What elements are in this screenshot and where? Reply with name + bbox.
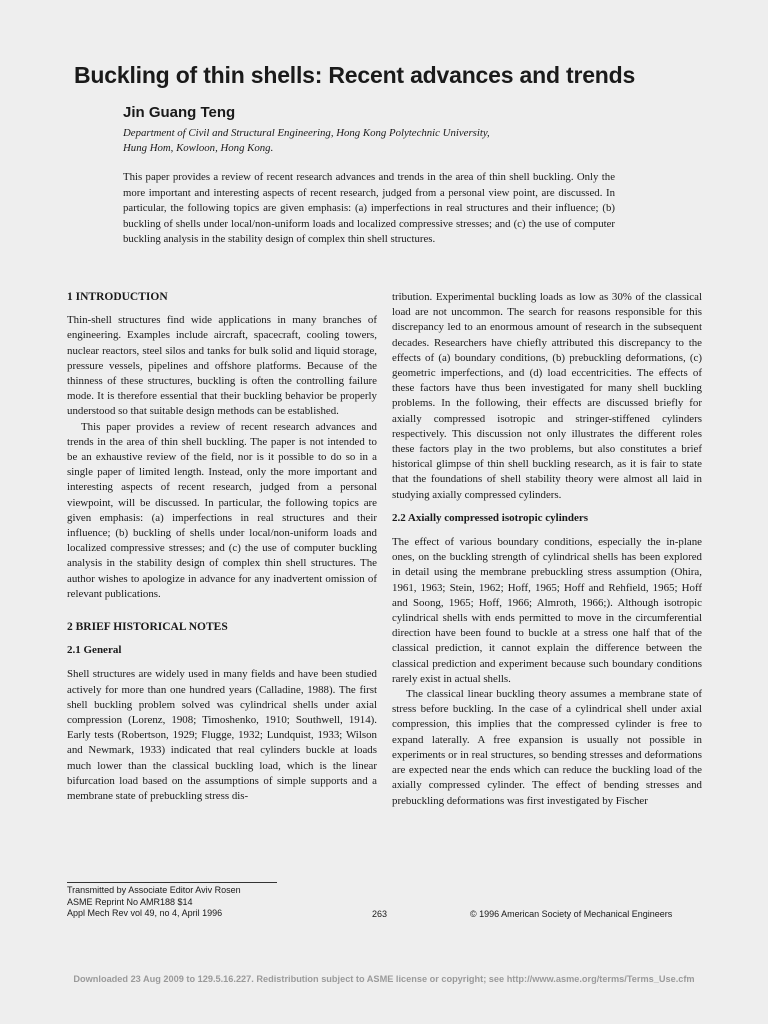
paragraph: The classical linear buckling theory assumes a membrane state of stress before buckling. In the case of a cylindrical shell under axial compression, this implies that the compressed cylinder is free to expand laterally. A free expansion is usually not possible in experiments or in real structures, so bending stresses and deformations are expected near the ends which can reduce the buckling load of the axially compressed cylinder. The effect of bending stresses and prebuckling deformations was first investigated by Fischer bbox=[392, 688, 702, 807]
section-heading-historical-notes: 2 BRIEF HISTORICAL NOTES bbox=[67, 621, 228, 634]
affiliation-line: Department of Civil and Structural Engineering, Hong Kong Polytechnic University, bbox=[123, 127, 490, 139]
left-column bbox=[67, 290, 377, 804]
section-heading-introduction: 1 INTRODUCTION bbox=[67, 291, 168, 303]
footnote-transmitted: Transmitted by Associate Editor Aviv Rosen bbox=[67, 885, 241, 895]
page-number: 263 bbox=[372, 909, 388, 919]
paragraph: This paper provides a review of recent research advances and trends in the area of thin shell buckling. The paper is not intended to be an exhaustive review of the field, nor is it possible to do so in a single paper of limited length. Instead, only the more important and interesting aspects of recent research, judged from a personal viewpoint, will be discussed. In particular, the following topics are given emphasis: (a) imperfections in real structures and their influence; (b) buckling of shells under local/non-uniform loads and localized compressive stresses; and (c) the use of computer buckling analysis in the stability design of complex thin shell structures. The author wishes to apologize in advance for any inadvertent omission of relevant publications. bbox=[67, 420, 377, 600]
footnote-journal: Appl Mech Rev vol 49, no 4, April 1996 bbox=[67, 908, 223, 918]
right-column bbox=[392, 290, 702, 809]
copyright-notice: © 1996 American Society of Mechanical Engineers bbox=[470, 909, 673, 919]
author-name: Jin Guang Teng bbox=[123, 104, 236, 121]
download-notice: Downloaded 23 Aug 2009 to 129.5.16.227. Redistribution subject to ASME license or copyright; see http://www.asme.org/terms/Terms_Use.cfm bbox=[73, 974, 695, 984]
footnote-divider bbox=[67, 882, 277, 883]
subsection-heading-general: 2.1 General bbox=[67, 644, 122, 657]
paragraph: tribution. Experimental buckling loads as low as 30% of the classical load are not uncommon. The search for reasons responsible for this discrepancy led to an enormous amount of research in the subsequent decades. Researchers have chiefly attributed this discrepancy to the effects of (a) boundary conditions, (b) prebuckling deformations, (c) geometric imperfections, and (d) load eccentricities. The effects of these factors have thus been investigated for many shell buckling problems. In the following, their effects are discussed briefly for axially compressed isotropic and stringer-stiffened cylinders respectively. This discussion not only illustrates the different roles these factors play in the two problems, but also constitutes a brief historical glimpse of thin shell buckling research, as it is fair to state that the foundations of shell stability theory were almost all laid in studying axially compressed cylinders. bbox=[392, 291, 702, 501]
affiliation-line: Hung Hom, Kowloon, Hong Kong. bbox=[123, 142, 274, 154]
footnote-block bbox=[67, 885, 241, 920]
paper-title: Buckling of thin shells: Recent advances and trends bbox=[74, 62, 636, 88]
paragraph: Shell structures are widely used in many fields and have been studied actively for more than one hundred years (Calladine, 1988). The first shell buckling problem solved was cylindrical shells under axial compression (Lorenz, 1908; Timoshenko, 1910; Southwell, 1914). Early tests (Robertson, 1929; Flugge, 1932; Lundquist, 1933; Wilson and Newmark, 1933) indicated that real cylinders buckle at loads much lower than the classical buckling load, which is the linear bifurcation load based on the assumptions of simple supports and a membrane state of prebuckling stress dis- bbox=[67, 668, 377, 803]
paragraph: The effect of various boundary conditions, especially the in-plane ones, on the buckling strength of cylindrical shells has been explored in detail using the membrane prebuckling stress assumption (Ohira, 1961, 1963; Stein, 1962; Hoff, 1965; Hoff and Rehfield, 1965; Hoff and Soong, 1965; Hoff, 1966; Almroth, 1966;). Although isotropic cylindrical shells with ends permitted to move in the circumferential direction have been found to buckle at a stress one half that of the classical prediction, it cannot explain the difference between the classical prediction and experiment because such boundary conditions rarely exist in actual shells. bbox=[392, 536, 702, 685]
footnote-reprint: ASME Reprint No AMR188 $14 bbox=[67, 896, 193, 907]
abstract: This paper provides a review of recent research advances and trends in the area of thin shell buckling. Only the more important and interesting aspects of recent research, judged from a personal view point, are discussed. In particular, the following topics are given emphasis: (a) imperfections in real structures and their influence; (b) buckling of shells under local/non-uniform loads and localized compressive stresses; and (c) the use of computer buckling analysis in the stability design of complex thin shell structures. bbox=[123, 171, 615, 246]
paragraph: Thin-shell structures find wide applications in many branches of engineering. Examples include aircraft, spacecraft, cooling towers, nuclear reactors, steel silos and tanks for bulk solid and liquid storage, pressure vessels, pipelines and offshore platforms. Because of the thinness of these structures, buckling is often the controlling failure mode. It is therefore essential that their buckling behavior be properly understood so that suitable design methods can be established. bbox=[67, 314, 377, 418]
author-affiliation bbox=[123, 126, 593, 156]
subsection-heading-axially-compressed: 2.2 Axially compressed isotropic cylinders bbox=[392, 511, 589, 524]
